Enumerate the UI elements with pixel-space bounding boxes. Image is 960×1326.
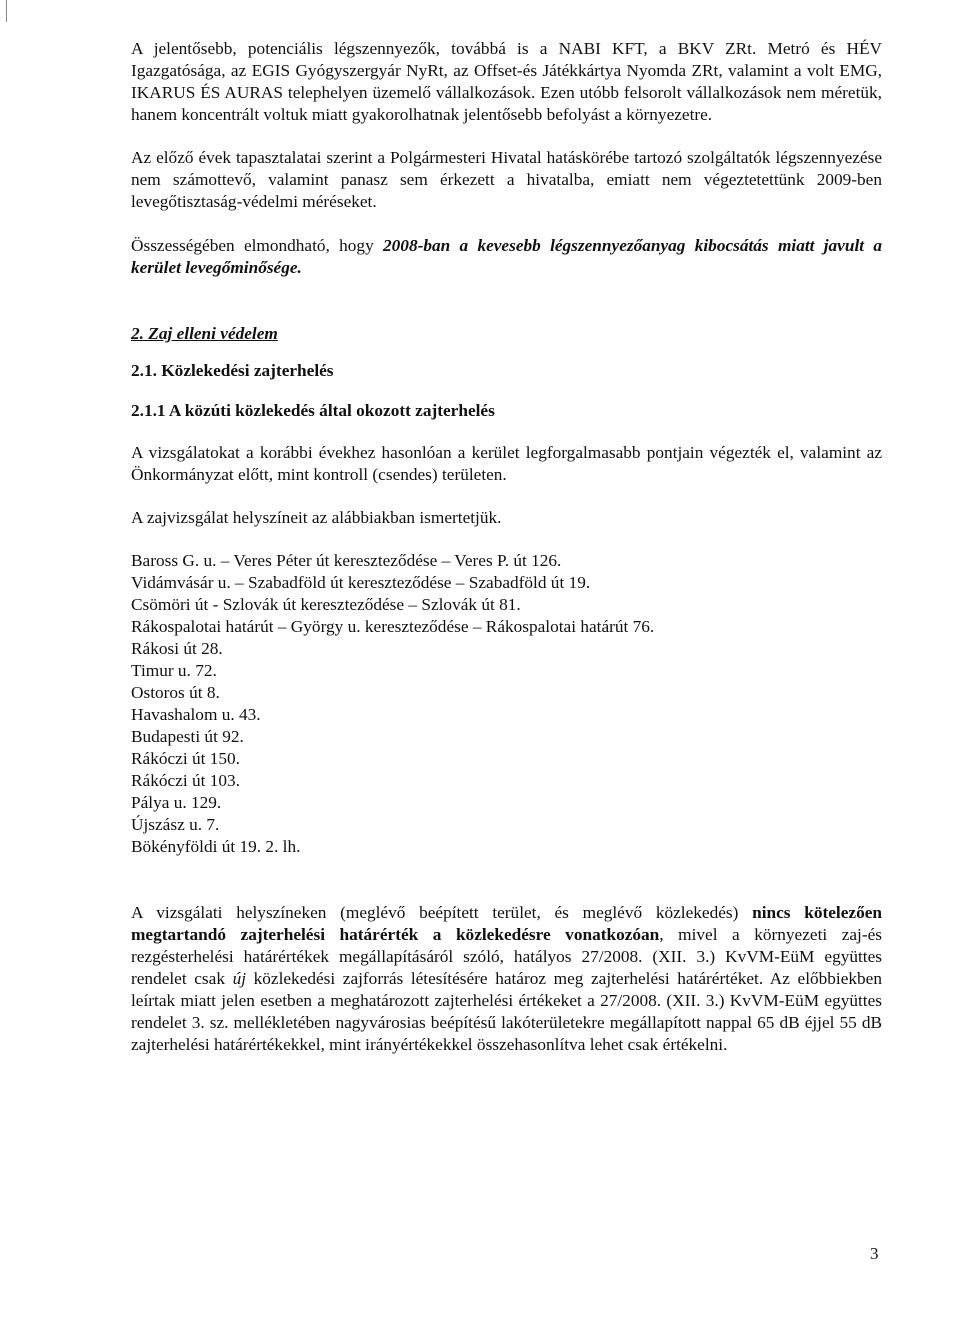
limit-text-part1: A vizsgálati helyszíneken (meglévő beépített terület, és meglévő közlekedés) [131, 903, 753, 922]
list-item: Ostoros út 8. [131, 683, 220, 702]
paragraph-measurements: Az előző évek tapasztalatai szerint a Polgármesteri Hivatal hatáskörébe tartozó szolgáltatók légszennyezése nem számottevő, valamint panasz sem érkezett a hivatalba, emiatt nem végeztetettünk 2009-ben levegőtisztaság-védelmi méréseket. [131, 148, 882, 211]
summary-emphasis: 2008-ban a kevesebb légszennyezőanyag kibocsátás miatt javult a kerület levegőminősége. [131, 236, 882, 277]
list-item: Rákosi út 28. [131, 639, 223, 658]
page-number: 3 [870, 1244, 879, 1263]
list-item: Havashalom u. 43. [131, 705, 261, 724]
list-item: Csömöri út - Szlovák út kereszteződése – Szlovák út 81. [131, 595, 521, 614]
paragraph-list-intro: A zajvizsgálat helyszíneit az alábbiakban ismertetjük. [131, 508, 502, 527]
list-item: Rákóczi út 103. [131, 771, 240, 790]
paragraph-survey-locations-intro: A vizsgálatokat a korábbi évekhez hasonlóan a kerület legforgalmasabb pontjain végezték el, valamint az Önkormányzat előtt, mint kontroll (csendes) területen. [131, 443, 882, 484]
paragraph-limit-values [131, 902, 882, 1056]
list-item: Pálya u. 129. [131, 793, 222, 812]
list-item: Baross G. u. – Veres Péter út kereszteződése – Veres P. út 126. [131, 551, 562, 570]
location-list [131, 550, 882, 858]
list-item: Rákóczi út 150. [131, 749, 240, 768]
section-heading: 2. Zaj elleni védelem [131, 324, 278, 343]
limit-text-italic: új [232, 969, 247, 988]
subsection-heading: 2.1. Közlekedési zajterhelés [131, 361, 334, 380]
list-item: Rákospalotai határút – György u. kereszteződése – Rákospalotai határút 76. [131, 617, 655, 636]
list-item: Bökényföldi út 19. 2. lh. [131, 837, 301, 856]
list-item: Vidámvásár u. – Szabadföld út kereszteződése – Szabadföld út 19. [131, 573, 591, 592]
limit-text-bold: nincs kötelezően megtartandó zajterhelési határérték a közlekedésre vonatkozóan [131, 903, 882, 944]
list-item: Újszász u. 7. [131, 815, 220, 834]
paragraph-polluters: A jelentősebb, potenciális légszennyezők, továbbá is a NABI KFT, a BKV ZRt. Metró és HÉV Igazgatósága, az EGIS Gyógyszergyár NyRt, az Offset-és Játékkártya Nyomda ZRt, valamint a volt EMG, IKARUS ÉS AURAS telephelyen üzemelő vállalkozások. Ezen utóbb felsorolt vállalkozások nem méretük, hanem koncentrált voltuk miatt gyakorolhatnak jelentősebb befolyást a környezetre. [131, 39, 882, 124]
list-item: Timur u. 72. [131, 661, 217, 680]
subsubsection-heading: 2.1.1 A közúti közlekedés által okozott zajterhelés [131, 401, 495, 420]
document-page [131, 38, 882, 1056]
limit-text-part2: , mivel a környezeti zaj-és rezgésterhelési határértékek megállapításáról szóló, hatályos 27/2008. (XII. 3.) KvVM-EüM együttes rendelet csak [131, 925, 883, 988]
summary-lead: Összességében elmondható, hogy [131, 236, 384, 255]
scan-edge-mark [6, 0, 7, 22]
limit-text-part3: közlekedési zajforrás létesítésére határoz meg zajterhelési határértéket. Az előbbiekben leírtak miatt jelen esetben a meghatározott zajterhelési értékeket a 27/2008. (XII. 3.) KvVM-EüM együttes rendelet 3. sz. mellékletében nagyvárosias beépítésű lakóterületekre megállapított nappal 65 dB éjjel 55 dB zajterhelési határértékekkel, mint irányértékekkel összehasonlítva lehet csak értékelni. [131, 969, 882, 1054]
paragraph-summary [131, 235, 882, 279]
list-item: Budapesti út 92. [131, 727, 244, 746]
